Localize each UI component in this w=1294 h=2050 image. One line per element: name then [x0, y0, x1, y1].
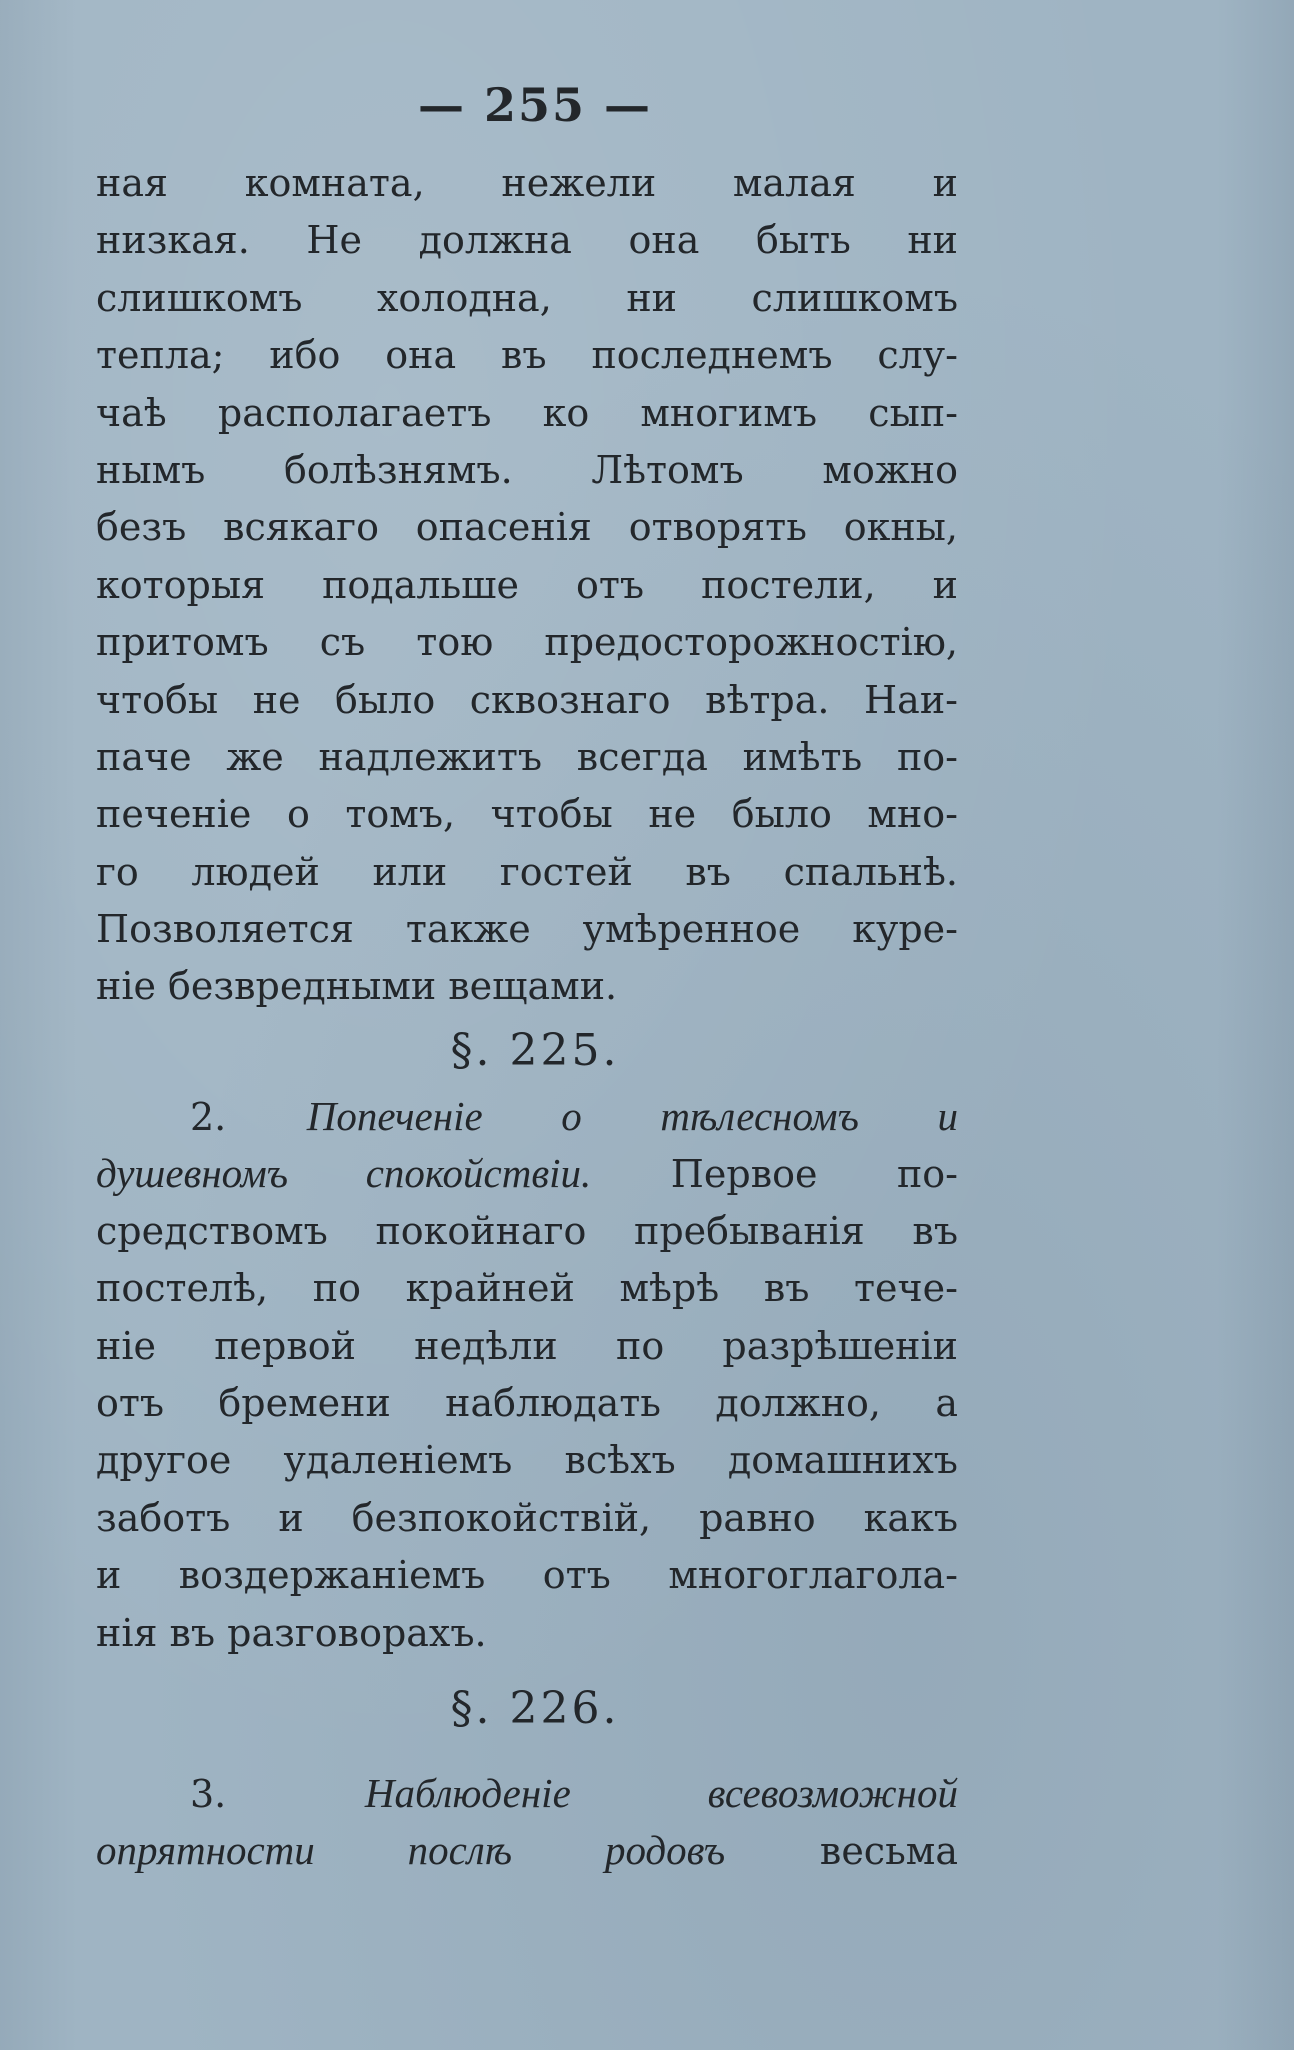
paragraph-3 — [96, 1765, 958, 1880]
text-line: ная комната, нежели малая и — [96, 161, 958, 205]
text-line: чтобы не было сквознаго вѣтра. Наи- — [96, 677, 958, 722]
paragraph-2 — [96, 1088, 958, 1662]
item-number: 2. — [190, 1095, 227, 1139]
page-number: — 255 — — [417, 78, 653, 132]
text-line: паче же надлежитъ всегда имѣть по- — [96, 734, 958, 779]
text-line — [96, 1088, 958, 1145]
italic-heading: Попеченіе о тѣлесномъ и — [306, 1093, 958, 1139]
text-line: безъ всякаго опасенія отворять окны, — [96, 505, 958, 550]
text-line — [96, 1822, 958, 1879]
italic-heading: душевномъ спокойствіи. — [96, 1150, 592, 1197]
text-line: ніе первой недѣли по разрѣшеніи — [96, 1323, 958, 1368]
text-line: тепла; ибо она въ последнемъ слу- — [96, 333, 958, 378]
italic-heading: опрятности послѣ родовъ — [96, 1827, 726, 1874]
text-line: средствомъ покойнаго пребыванія въ — [96, 1208, 958, 1253]
item-number: 3. — [190, 1772, 227, 1816]
paragraph-1 — [96, 155, 958, 1016]
text-line: печеніе о томъ, чтобы не было мно- — [96, 792, 958, 837]
text-line: заботъ и безпокойствій, равно какъ — [96, 1495, 958, 1540]
text-line: го людей или гостей въ спальнѣ. — [96, 849, 958, 894]
text-line: постелѣ, по крайней мѣрѣ въ тече- — [96, 1266, 958, 1311]
text-line: слишкомъ холодна, ни слишкомъ — [96, 275, 958, 320]
text-line: низкая. Не должна она быть ни — [96, 218, 958, 263]
text-line — [96, 1765, 958, 1822]
text-line: нія въ разговорахъ. — [96, 1610, 487, 1655]
italic-heading: Наблюденіе всевозможной — [364, 1770, 958, 1816]
text-line: Позволяется также умѣренное куре- — [96, 907, 958, 952]
text-line: и воздержаніемъ отъ многоглагола- — [96, 1553, 958, 1598]
text-line — [96, 1145, 958, 1202]
section-heading-225: §. 225. — [450, 1025, 620, 1076]
line-text: весьма — [819, 1829, 958, 1874]
line-text: Первое по- — [670, 1152, 958, 1197]
text-line: отъ бремени наблюдать должно, а — [96, 1380, 958, 1425]
text-line: которыя подальше отъ постели, и — [96, 562, 958, 607]
text-line: притомъ съ тою предосторожностію, — [96, 620, 958, 665]
text-line: ніе безвредными вещами. — [96, 964, 618, 1009]
text-line: другое удаленіемъ всѣхъ домашнихъ — [96, 1438, 958, 1483]
section-heading-226: §. 226. — [450, 1683, 620, 1734]
text-line: нымъ болѣзнямъ. Лѣтомъ можно — [96, 447, 958, 492]
text-line: чаѣ располагаетъ ко многимъ сып- — [96, 390, 958, 435]
